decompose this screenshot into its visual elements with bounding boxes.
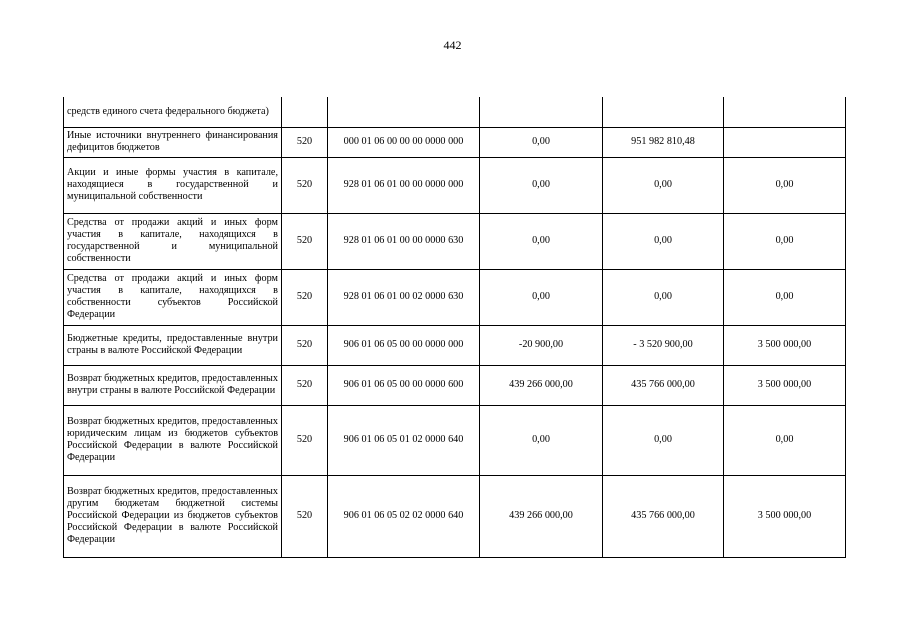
- row-value-2: 0,00: [603, 213, 724, 269]
- row-value-3: 0,00: [724, 213, 846, 269]
- row-value-1: 439 266 000,00: [480, 365, 603, 405]
- row-value-2: [603, 97, 724, 127]
- table-row: [64, 157, 846, 213]
- row-code: [282, 97, 328, 127]
- row-value-2: - 3 520 900,00: [603, 325, 724, 365]
- row-value-1: 0,00: [480, 269, 603, 325]
- row-value-1: 439 266 000,00: [480, 475, 603, 557]
- row-name: средств единого счета федерального бюджета): [64, 97, 282, 127]
- table-row: [64, 213, 846, 269]
- row-value-2: 435 766 000,00: [603, 365, 724, 405]
- row-code: 520: [282, 213, 328, 269]
- row-value-1: 0,00: [480, 213, 603, 269]
- page-number: 442: [443, 38, 462, 52]
- row-kbk: 928 01 06 01 00 02 0000 630: [328, 269, 480, 325]
- row-kbk: [328, 97, 480, 127]
- row-value-3: 0,00: [724, 405, 846, 475]
- row-value-3: 3 500 000,00: [724, 365, 846, 405]
- table-row: [64, 475, 846, 557]
- row-code: 520: [282, 127, 328, 157]
- budget-sources-table: [63, 97, 846, 558]
- row-code: 520: [282, 269, 328, 325]
- row-value-3: 3 500 000,00: [724, 325, 846, 365]
- row-name: Акции и иные формы участия в капитале, находящиеся в государственной и муниципальной собственности: [64, 157, 282, 213]
- table-row: [64, 325, 846, 365]
- row-value-3: [724, 97, 846, 127]
- row-value-3: 3 500 000,00: [724, 475, 846, 557]
- row-code: 520: [282, 157, 328, 213]
- row-kbk: 906 01 06 05 02 02 0000 640: [328, 475, 480, 557]
- table-row: [64, 365, 846, 405]
- row-kbk: 906 01 06 05 00 00 0000 000: [328, 325, 480, 365]
- row-code: 520: [282, 325, 328, 365]
- row-code: 520: [282, 405, 328, 475]
- row-name: Средства от продажи акций и иных форм участия в капитале, находящихся в собственности субъектов Российской Федерации: [64, 269, 282, 325]
- table-row: [64, 127, 846, 157]
- row-value-2: 435 766 000,00: [603, 475, 724, 557]
- row-name: Возврат бюджетных кредитов, предоставленных другим бюджетам бюджетной системы Российской Федерации из бюджетов субъектов Российской Федерации в валюте Российской Федерации: [64, 475, 282, 557]
- row-code: 520: [282, 475, 328, 557]
- row-name: Возврат бюджетных кредитов, предоставленных юридическим лицам из бюджетов субъектов Российской Федерации в валюте Российской Федерации: [64, 405, 282, 475]
- row-kbk: 906 01 06 05 00 00 0000 600: [328, 365, 480, 405]
- row-name: Бюджетные кредиты, предоставленные внутри страны в валюте Российской Федерации: [64, 325, 282, 365]
- table-row: [64, 97, 846, 127]
- row-name: Средства от продажи акций и иных форм участия в капитале, находящихся в государственной и муниципальной собственности: [64, 213, 282, 269]
- row-value-2: 0,00: [603, 157, 724, 213]
- row-kbk: 000 01 06 00 00 00 0000 000: [328, 127, 480, 157]
- row-code: 520: [282, 365, 328, 405]
- row-value-2: 0,00: [603, 405, 724, 475]
- row-kbk: 928 01 06 01 00 00 0000 000: [328, 157, 480, 213]
- table-row: [64, 269, 846, 325]
- table-row: [64, 405, 846, 475]
- row-value-3: 0,00: [724, 157, 846, 213]
- row-kbk: 928 01 06 01 00 00 0000 630: [328, 213, 480, 269]
- row-name: Возврат бюджетных кредитов, предоставленных внутри страны в валюте Российской Федерации: [64, 365, 282, 405]
- row-kbk: 906 01 06 05 01 02 0000 640: [328, 405, 480, 475]
- row-value-2: 951 982 810,48: [603, 127, 724, 157]
- row-value-1: 0,00: [480, 157, 603, 213]
- row-value-2: 0,00: [603, 269, 724, 325]
- row-value-1: 0,00: [480, 405, 603, 475]
- row-value-1: [480, 97, 603, 127]
- row-value-1: 0,00: [480, 127, 603, 157]
- row-value-3: [724, 127, 846, 157]
- row-name: Иные источники внутреннего финансирования дефицитов бюджетов: [64, 127, 282, 157]
- row-value-3: 0,00: [724, 269, 846, 325]
- row-value-1: -20 900,00: [480, 325, 603, 365]
